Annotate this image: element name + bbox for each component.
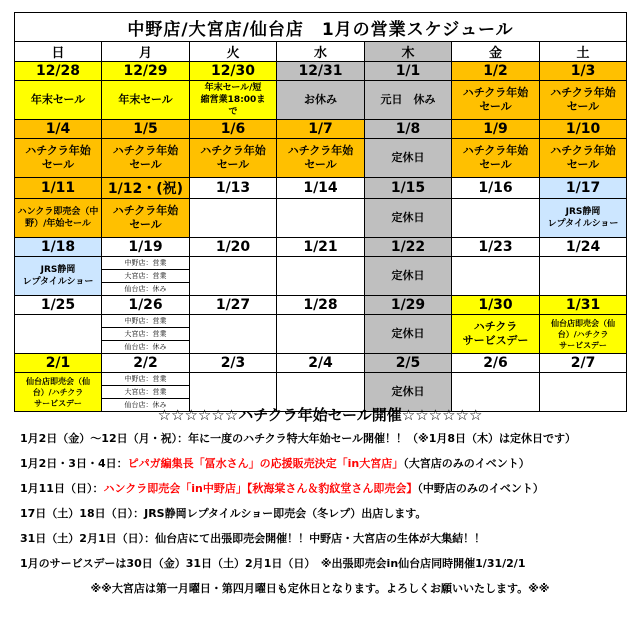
note-line-6: 1月のサービスデーは30日（金）31日（土）2月1日（日） ※出張即売会in仙台店同時開催1/31/2/1: [20, 557, 526, 570]
day-date: 1/15: [365, 178, 452, 199]
day-date: 1/28: [277, 296, 365, 315]
day-date: 1/8: [365, 120, 452, 139]
day-content: [277, 257, 365, 296]
day-date: 1/19: [102, 238, 190, 257]
content-row: [15, 139, 627, 178]
event-text: お休み: [304, 93, 337, 106]
event-text: ハチクラ年始: [462, 144, 529, 157]
day-date: 1/5: [102, 120, 190, 139]
day-date: 1/10: [540, 120, 627, 139]
day-content: [365, 257, 452, 296]
date-row: [15, 238, 627, 257]
day-date: 1/22: [365, 238, 452, 257]
date-row: [15, 178, 627, 199]
event-text: 定休日: [391, 269, 425, 282]
event-text: ハチクラ年始: [112, 144, 179, 157]
day-content: [102, 81, 190, 120]
event-text: ハチクラ年始: [287, 144, 354, 157]
day-content: [452, 199, 540, 238]
day-content: [15, 81, 102, 120]
day-date: 1/6: [190, 120, 277, 139]
event-text: セール: [129, 218, 162, 231]
day-date: 1/26: [102, 296, 190, 315]
event-text: サービスデー: [462, 334, 529, 347]
day-content: [452, 315, 540, 354]
event-text: JRS静岡: [40, 265, 76, 275]
event-text: 年末セール/短: [204, 83, 262, 93]
note-line-2: [14, 451, 626, 476]
notes-heading: ☆☆☆☆☆☆ハチクラ年始セール開催☆☆☆☆☆☆: [157, 406, 483, 424]
store-status: 中野店：営業: [102, 257, 189, 270]
event-text: セール: [41, 158, 75, 171]
notes-section: [14, 404, 626, 601]
day-date: 1/30: [452, 296, 540, 315]
content-row: [15, 81, 627, 120]
event-text: 定休日: [391, 327, 425, 340]
event-text: 仙台店即売会（仙: [551, 318, 616, 328]
day-content: [102, 139, 190, 178]
day-date: 1/2: [452, 62, 540, 81]
note-line-2-date: 1月2日・3日・4日：: [20, 457, 128, 470]
event-text: サービスデー: [34, 398, 82, 408]
day-content: [190, 315, 277, 354]
note-line-3-highlight: ハンクラ即売会「in中野店」【秋海棠さん＆豹紋堂さん即売会】: [103, 482, 418, 495]
event-text: セール: [566, 158, 600, 171]
event-text: ハチクラ年始: [462, 86, 529, 99]
day-content: [365, 199, 452, 238]
day-content: [190, 199, 277, 238]
day-date: 1/13: [190, 178, 277, 199]
weekday-sat: 土: [540, 42, 627, 62]
day-date: 2/4: [277, 354, 365, 373]
event-text: セール: [304, 158, 337, 171]
day-date: 12/28: [15, 62, 102, 81]
day-content: [540, 81, 627, 120]
event-text: サービスデー: [559, 340, 607, 350]
day-date: 1/24: [540, 238, 627, 257]
event-text: 年末セール: [30, 93, 86, 106]
day-date: 1/29: [365, 296, 452, 315]
day-date: 12/31: [277, 62, 365, 81]
day-content: [277, 315, 365, 354]
day-content: [190, 257, 277, 296]
day-content: [277, 81, 365, 120]
note-line-1: 1月2日（金）～12日（月・祝）：年に一度のハチクラ特大年始セール開催！！（※1月8日（木）は定休日です）: [20, 432, 577, 445]
weekday-mon: 月: [102, 42, 190, 62]
store-status: 中野店：営業: [102, 373, 189, 386]
day-date: 12/29: [102, 62, 190, 81]
day-content: [277, 199, 365, 238]
day-date: 12/30: [190, 62, 277, 81]
weekday-thu: 木: [365, 42, 452, 62]
day-date: 1/14: [277, 178, 365, 199]
event-text: 定休日: [391, 151, 425, 164]
day-date: 2/3: [190, 354, 277, 373]
event-text: で: [228, 107, 238, 117]
schedule-calendar: [14, 12, 627, 412]
day-date: 2/1: [15, 354, 102, 373]
weekday-tue: 火: [190, 42, 277, 62]
day-date: 1/3: [540, 62, 627, 81]
event-text: 台）/ハチクラ: [32, 387, 84, 397]
day-date: 1/21: [277, 238, 365, 257]
day-content: [102, 315, 190, 354]
date-row: [15, 354, 627, 373]
day-date: 1/18: [15, 238, 102, 257]
date-row: [15, 62, 627, 81]
day-content: [365, 315, 452, 354]
day-content: [540, 257, 627, 296]
day-date: 1/7: [277, 120, 365, 139]
day-content: [15, 139, 102, 178]
day-date: 1/11: [15, 178, 102, 199]
day-content: [277, 139, 365, 178]
day-content: [15, 315, 102, 354]
day-date: 2/7: [540, 354, 627, 373]
event-text: ハチクラ: [473, 320, 518, 333]
note-line-2-scope: （大宮店のみのイベント）: [403, 457, 530, 470]
day-content: [452, 257, 540, 296]
date-row: [15, 296, 627, 315]
event-text: 定休日: [391, 211, 425, 224]
event-text: ハチクラ年始: [550, 144, 616, 157]
event-text: 野）/年始セール: [25, 219, 91, 229]
day-content: [102, 257, 190, 296]
note-line-2-highlight: ピパガ編集長「冨水さん」の応援販売決定「in大宮店」: [127, 457, 404, 470]
calendar-title: 中野店/大宮店/仙台店 1月の営業スケジュール: [15, 13, 627, 42]
event-text: レプタイルショー: [547, 219, 619, 229]
note-line-4: 17日（土）18日（日）：JRS静岡レプタイルショー即売会（冬レプ）出店します。: [20, 507, 427, 520]
day-date: 2/6: [452, 354, 540, 373]
day-date: 1/12・(祝): [102, 178, 190, 199]
event-text: レプタイルショー: [22, 277, 94, 287]
day-content: [365, 139, 452, 178]
day-content: [452, 139, 540, 178]
store-status: 仙台店：休み: [124, 401, 167, 409]
day-content: [540, 315, 627, 354]
event-text: セール: [129, 158, 162, 171]
event-text: 台）/ハチクラ: [557, 329, 609, 339]
content-row: [15, 315, 627, 354]
weekday-sun: 日: [15, 42, 102, 62]
note-line-3: [14, 476, 626, 501]
day-date: 1/4: [15, 120, 102, 139]
event-text: セール: [479, 100, 512, 113]
event-text: ハチクラ年始: [25, 144, 91, 157]
store-status: 仙台店：休み: [124, 285, 167, 293]
day-date: 1/25: [15, 296, 102, 315]
store-status: 中野店：営業: [102, 315, 189, 328]
content-row: [15, 199, 627, 238]
event-text: 仙台店即売会（仙: [26, 376, 90, 386]
day-date: 1/1: [365, 62, 452, 81]
day-content: [15, 257, 102, 296]
store-status: 仙台店：休み: [124, 343, 167, 351]
event-text: 縮営業18:00ま: [200, 95, 266, 105]
day-content: [102, 199, 190, 238]
day-date: 1/16: [452, 178, 540, 199]
event-text: ハンクラ即売会（中: [17, 207, 99, 217]
day-date: 1/23: [452, 238, 540, 257]
weekday-header-row: [15, 42, 627, 62]
day-content: [540, 139, 627, 178]
event-text: セール: [566, 100, 600, 113]
event-text: 年末セール: [118, 93, 173, 106]
event-text: JRS静岡: [565, 207, 601, 217]
event-text: ハチクラ年始: [550, 86, 616, 99]
day-date: 1/17: [540, 178, 627, 199]
day-content: [540, 199, 627, 238]
note-line-7: ※※大宮店は第一月曜日・第四月曜日も定休日となります。よろしくお願いいたします。※※: [90, 582, 550, 595]
day-content: [190, 139, 277, 178]
event-text: 元日 休み: [380, 93, 436, 106]
store-status: 大宮店：営業: [102, 386, 189, 399]
day-content: [15, 199, 102, 238]
event-text: セール: [479, 158, 512, 171]
day-date: 1/20: [190, 238, 277, 257]
event-text: 定休日: [391, 385, 425, 398]
event-text: ハチクラ年始: [112, 204, 179, 217]
day-date: 1/9: [452, 120, 540, 139]
day-date: 2/2: [102, 354, 190, 373]
note-line-5: 31日（土）2月1日（日）：仙台店にて出張即売会開催！！中野店・大宮店の生体が大集結！！: [20, 532, 486, 545]
event-text: ハチクラ年始: [200, 144, 266, 157]
note-line-3-scope: （中野店のみのイベント）: [417, 482, 544, 495]
day-date: 1/27: [190, 296, 277, 315]
day-content: [190, 81, 277, 120]
store-status: 大宮店：営業: [102, 270, 189, 283]
content-row: [15, 257, 627, 296]
store-status: 大宮店：営業: [102, 328, 189, 341]
day-content: [365, 81, 452, 120]
date-row: [15, 120, 627, 139]
note-line-3-date: 1月11日（日）：: [20, 482, 104, 495]
event-text: セール: [216, 158, 250, 171]
day-date: 2/5: [365, 354, 452, 373]
weekday-wed: 水: [277, 42, 365, 62]
weekday-fri: 金: [452, 42, 540, 62]
day-content: [452, 81, 540, 120]
day-date: 1/31: [540, 296, 627, 315]
